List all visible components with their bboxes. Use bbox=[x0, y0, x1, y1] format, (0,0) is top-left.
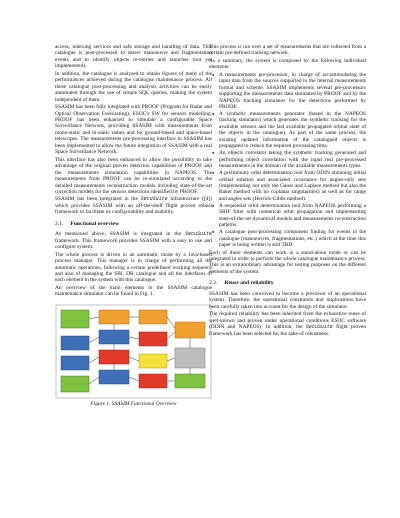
paragraph: Each of these elements can work in a stand-alone mode or can be integrated in order to perform the whole catalogue maintenance process. This is an extraordinary advantage for testing purposes on the different elements of the system. bbox=[209, 249, 366, 275]
paragraph: In addition, the catalogue is analysed to obtain figures of merit of the performances achieved during the catalogue maintenance process. All these catalogue post-processing and analysis activities can be easily automated through the use of simple SQL queries, making the system independent of them. bbox=[55, 70, 212, 103]
list-item: ● A sequential orbit determination tool from NAPEOS performing a SRIF filter with numerical orbit propagation and implementing state-of-the-art dynamical models and measurements reconstruction patterns. bbox=[219, 203, 366, 229]
section-number: 2.2. bbox=[209, 280, 218, 287]
paragraph: SSASIM has been conceived to become a precursor of an operational system. Therefore, the operational constraints and implications have been carefully taken into account for the design of the simulator. bbox=[209, 290, 366, 310]
section-number: 2.1. bbox=[55, 220, 64, 227]
section-heading bbox=[55, 221, 212, 227]
blue-box-left bbox=[61, 336, 89, 350]
text-span: As mentioned above, SSASIM is integrated in the bbox=[55, 231, 182, 238]
framework-name: SecuSuite bbox=[305, 324, 333, 331]
text-span: framework. This framework provides SSASIM with a easy to use and configure system. bbox=[55, 237, 212, 251]
paragraph bbox=[55, 196, 212, 215]
paragraph: This process is run over a set of measurements that are collected from a certain pre-defined tracking network. bbox=[209, 44, 366, 57]
section-title: Functional overview bbox=[70, 220, 120, 227]
list-item: ● A synthetic measurements generator (based in the NAPEOS tracking simulator) which generates the synthetic tracking for the available sensors and the last available propagated orbital state of the objects in the catalogue). As part of the same process, the existing updated information of the catalogued objects is propagated to reduce the required processing time. bbox=[219, 111, 366, 150]
left-column bbox=[55, 44, 212, 407]
blue-box-left-lower bbox=[61, 356, 89, 370]
paragraph: As a summary, the system is composed by the following individual elements: bbox=[209, 57, 366, 71]
paragraph bbox=[209, 311, 366, 337]
text-span: infrastructure ([4]) which provides SSASIM with an off-the-shelf flight proven robust framework to facilitate its configurability and usability. bbox=[55, 196, 212, 216]
orange-box-top bbox=[99, 310, 129, 324]
paragraph: SSASIM has been fully integrated with PROOF (Program for Radar and Optical Observation Forecasting), ESOC's SW for sensors modelling. PROOF has been enhanced to simulate a configurable Space Surveillance Network, providing SSASIM with measurements from mono-static and bi-static radars and for ground-based and space-based telescopes. The measurements pre-processing interface in SSASIM has been implemented to allow the future integration of SSASIM with a real Space Surveillance Network. bbox=[55, 104, 212, 156]
functional-overview-diagram bbox=[55, 304, 212, 399]
functional-overview-figure bbox=[55, 304, 212, 399]
text-span: flight proven framework has been selected for the sake of robustness. bbox=[209, 324, 366, 337]
list-item: ● A measurements pre-processor, in charge of accommodating the input data from the sources supported to the internal measurements format and scheme. SSASIM implements several pre-processors supporting the measurements data simulated by PROOF and by the NAPEOS tracking simulator for the detections performed by PROOF. bbox=[219, 72, 366, 111]
green-box-bottom-left bbox=[61, 376, 89, 392]
section-title: Reuse and reliability bbox=[224, 280, 274, 287]
green-box-top-left bbox=[61, 310, 89, 328]
list-item: ● An objects correlator taking the synthetic tracking generated and performing object correlation with the input real pre-processed measurements in the domain of the available measurements types. bbox=[219, 150, 366, 169]
paragraph bbox=[55, 231, 212, 250]
text-span: SSASIM has been integrated in the bbox=[55, 196, 138, 203]
framework-name: SecuSuite bbox=[184, 231, 212, 238]
paragraph: The whole process is driven in an automatic mode by a Java-based process manager. This manager is in charge of performing all the automatic operations, following a certain predefined working sequence and also of managing the SBI, DB catalogue and all the interfaces of each element in the system with this catalogue. bbox=[55, 251, 212, 284]
figure-caption: Figure 1. SSASIM Functional Overview bbox=[90, 400, 177, 407]
yellow-box-right bbox=[139, 354, 167, 368]
list-item: ● A preliminary orbit determination tool from ODIN obtaining initial orbital solution and associated covariance for angles-only sets (implementing not only the Gauss and Laplace method but also the Baker method with no coplanar singularities) as well as for range and angles sets (Herrick-Gibbs method). bbox=[219, 170, 366, 202]
paragraph: An overview of the main elements in the SSASIM catalogue maintenance simulator can be found in Fig. 1. bbox=[55, 284, 212, 298]
text-span: The required reliability has been inherited from the exhaustive reuse of well-known and proven under operational conditions ESOC software (ODIN and NAPEOS). In addition, the bbox=[209, 311, 366, 331]
orange-box-right bbox=[139, 310, 167, 324]
red-box-middle bbox=[99, 350, 129, 364]
blue-box-middle-lower bbox=[99, 370, 129, 384]
orange-box-far-right bbox=[175, 322, 205, 338]
elements-list bbox=[209, 72, 366, 249]
framework-name: SecuSuite bbox=[140, 196, 168, 203]
list-item: ● A catalogue post-processing component finding for events in the catalogue (manoeuvres, fragmentations, etc.) which at the time this paper is being written is still TBD. bbox=[219, 229, 366, 248]
blue-box-middle bbox=[99, 330, 129, 344]
section-heading bbox=[209, 280, 366, 286]
red-box-right bbox=[139, 332, 167, 346]
green-box-far-right bbox=[175, 374, 205, 388]
right-column bbox=[209, 44, 366, 338]
paragraph: This interface has also been enhanced to allow the possibility to take advantage of the original proven detection capabilities of PROOF and the measurements simulation capabilities in NAPEOS. The measurements from PROOF can be re-simulated according to the detailed measurements reconstruction models including state-of-the-art correction models for the sensors detections identified by PROOF. bbox=[55, 156, 212, 195]
red-box-right-lower bbox=[139, 374, 167, 388]
paragraph: access, indexing services and safe storage and handling of data. This catalogue is post-processed to detect manoeuvre and fragmentation events and to identify objects re-entries and launches (not yet implemented). bbox=[55, 44, 212, 70]
gray-box-far-right bbox=[175, 348, 205, 368]
